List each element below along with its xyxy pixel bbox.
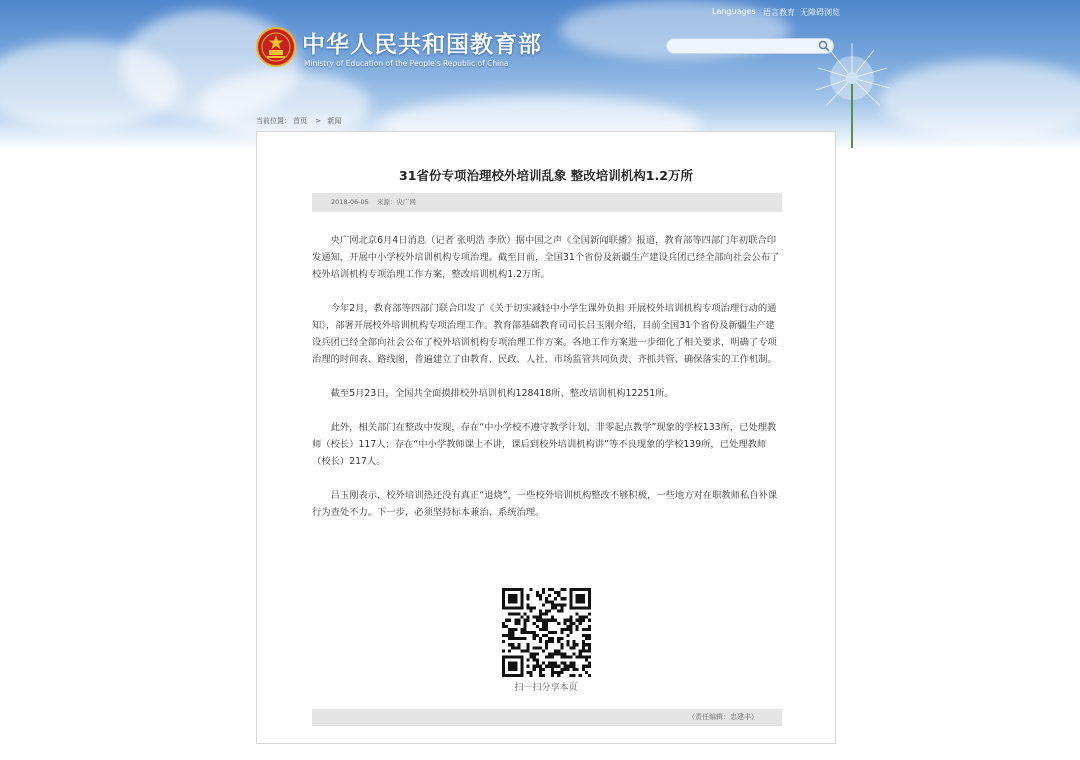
editor-bar bbox=[312, 709, 782, 726]
article-paragraph: 截至5月23日，全国共全面摸排校外培训机构128418所、整改培训机构12251所。 bbox=[330, 388, 674, 399]
article-paragraph: 此外，相关部门在整改中发现，存在“中小学校不遵守教学计划、非零起点教学”现象的学校133所，已处理教师（校长）117人；存在“中小学教师课上不讲，课后到校外培训机构讲”等不良现象的学校139所，已处理教师（校长）217人。 bbox=[312, 422, 777, 467]
breadcrumb-separator: > bbox=[315, 117, 322, 125]
article-paragraph: 吕玉刚表示，校外培训热还没有真正“退烧”，一些校外培训机构整改不够积极，一些地方对在职教师私自补课行为查处不力。下一步，必须坚持标本兼治、系统治理。 bbox=[312, 490, 778, 518]
article-paragraph: 央广网北京6月4日消息（记者 张明浩 李欣）据中国之声《全国新闻联播》报道，教育部等四部门年初联合印发通知，开展中小学校外培训机构专项治理。截至目前，全国31个省份及新疆生产建设兵团已经全部向社会公布了校外培训机构专项治理工作方案，整改培训机构1.2万所。 bbox=[312, 235, 780, 280]
top-links bbox=[0, 7, 1080, 19]
article-date: 2018-06-05 bbox=[331, 198, 369, 206]
site-title[interactable]: 中华人民共和国教育部 bbox=[302, 32, 542, 58]
article-meta-bar bbox=[312, 193, 782, 212]
breadcrumb-prefix: 当前位置： bbox=[256, 117, 291, 125]
article-paragraph: 今年2月，教育部等四部门联合印发了《关于切实减轻中小学生课外负担 开展校外培训机构专项治理行动的通知》，部署开展校外培训机构专项治理工作。教育部基础教育司司长吕玉刚介绍，目前全国31个省份及新疆生产建设兵团已经全部向社会公布了校外培训机构专项治理工作方案。各地工作方案进一步细化了相关要求，明确了专项治理的时间表、路线图，普遍建立了由教育、民政、人社、市场监管共同负责、齐抓共管、确保落实的工作机制。 bbox=[312, 303, 777, 365]
qr-caption: 扫一扫分享本页 bbox=[514, 683, 578, 693]
site-subtitle: Ministry of Education of the People's Republic of China bbox=[304, 59, 509, 68]
search-input[interactable] bbox=[673, 40, 817, 54]
language-education-link[interactable]: 语言教育 bbox=[763, 8, 795, 17]
accessibility-link[interactable]: 无障碍浏览 bbox=[800, 8, 840, 17]
breadcrumb-current[interactable]: 新闻 bbox=[327, 117, 342, 125]
article-panel bbox=[256, 131, 836, 744]
breadcrumb bbox=[256, 116, 343, 126]
qr-code-icon bbox=[502, 588, 591, 677]
article-source: 来源：央广网 bbox=[376, 198, 416, 206]
languages-link[interactable]: Languages bbox=[712, 7, 756, 16]
article-body bbox=[312, 232, 782, 538]
national-emblem-icon bbox=[256, 27, 296, 67]
responsible-editor: （责任编辑：忠建丰） bbox=[688, 713, 758, 721]
header-banner bbox=[0, 0, 1080, 150]
breadcrumb-home[interactable]: 首页 bbox=[293, 117, 307, 125]
search-box bbox=[666, 38, 834, 54]
article-title: 31省份专项治理校外培训乱象 整改培训机构1.2万所 bbox=[399, 168, 693, 183]
